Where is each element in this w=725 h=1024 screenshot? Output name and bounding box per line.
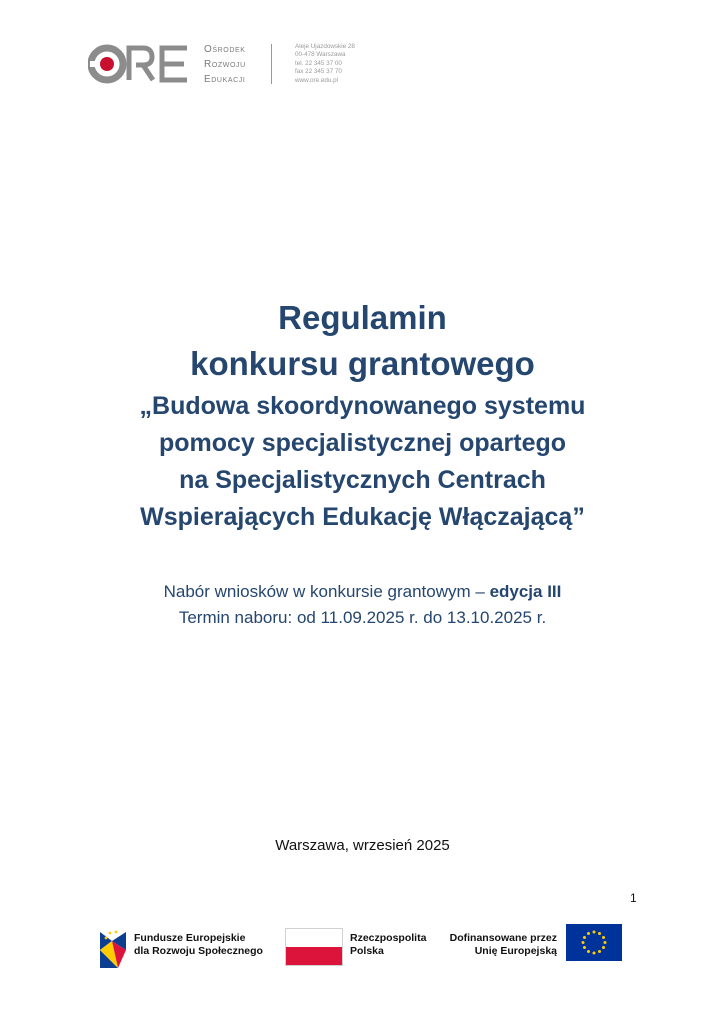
eu-funding-line: Unię Europejską bbox=[474, 945, 557, 957]
address-line: fax 22 345 37 70 bbox=[295, 68, 342, 76]
header-divider bbox=[271, 44, 272, 84]
page-number: 1 bbox=[630, 891, 637, 905]
ore-logo bbox=[88, 44, 188, 84]
org-address bbox=[295, 43, 355, 85]
edition-prefix: Nabór wniosków w konkursie grantowym – bbox=[163, 582, 490, 601]
address-line: 00-478 Warszawa bbox=[295, 51, 346, 59]
funding-footer bbox=[0, 918, 725, 974]
org-name-line: Edukacji bbox=[204, 74, 246, 85]
poland-flag bbox=[285, 928, 343, 966]
poland-line: Polska bbox=[350, 945, 384, 957]
title-line: konkursu grantowego bbox=[190, 345, 535, 382]
edition-line bbox=[0, 579, 725, 605]
call-info bbox=[0, 579, 725, 631]
flag-white-band bbox=[286, 929, 342, 947]
european-funds-line: Fundusze Europejskie bbox=[134, 932, 246, 944]
flag-red-band bbox=[286, 947, 342, 965]
eu-funding-line: Dofinansowane przez bbox=[449, 932, 557, 944]
european-funds-line: dla Rozwoju Społecznego bbox=[134, 945, 263, 957]
eu-funding-label bbox=[447, 932, 557, 958]
org-name bbox=[204, 42, 246, 87]
org-name-line: Ośrodek bbox=[204, 44, 246, 55]
document-title bbox=[0, 295, 725, 535]
deadline-line: Termin naboru: od 11.09.2025 r. do 13.10.2025 r. bbox=[178, 608, 547, 627]
european-funds-logo bbox=[98, 924, 128, 968]
edition-label: edycja III bbox=[489, 582, 562, 601]
subtitle-line: „Budowa skoordynowanego systemu bbox=[139, 392, 586, 420]
subtitle-line: Wspierających Edukację Włączającą” bbox=[140, 503, 585, 531]
subtitle-line: pomocy specjalistycznej opartego bbox=[158, 429, 567, 457]
address-line: Aleje Ujazdowskie 28 bbox=[295, 43, 355, 50]
poland-line: Rzeczpospolita bbox=[350, 932, 427, 944]
address-line: tel. 22 345 37 00 bbox=[295, 59, 342, 67]
ore-header bbox=[88, 40, 388, 88]
place-date: Warszawa, wrzesień 2025 bbox=[275, 837, 450, 854]
title-line: Regulamin bbox=[278, 299, 447, 336]
european-funds-label bbox=[134, 932, 263, 958]
eu-flag bbox=[566, 924, 622, 961]
org-name-line: Rozwoju bbox=[204, 59, 246, 70]
subtitle-line: na Specjalistycznych Centrach bbox=[179, 466, 546, 494]
poland-label bbox=[350, 932, 426, 958]
address-line: www.ore.edu.pl bbox=[295, 76, 339, 84]
